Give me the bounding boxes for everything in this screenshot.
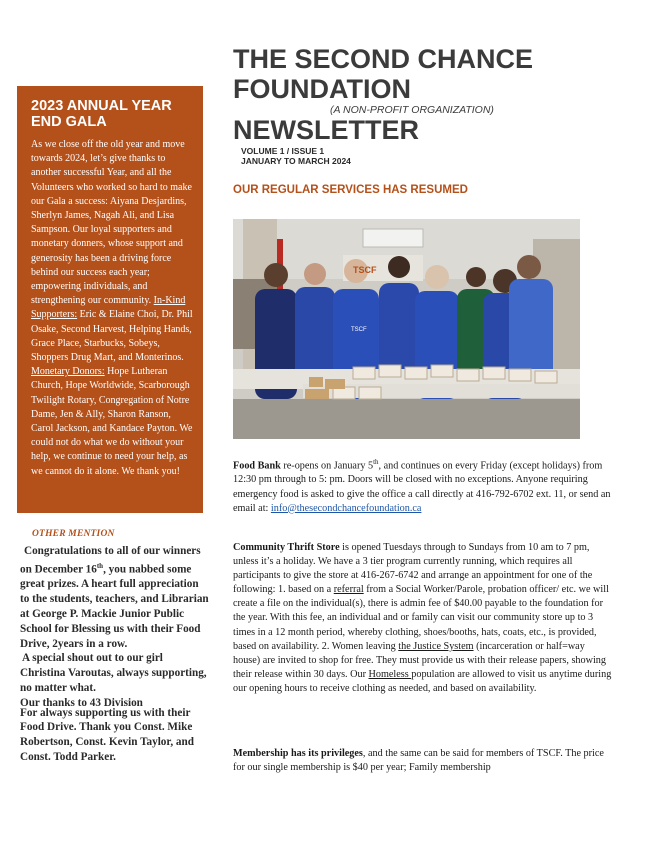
thrift-text-c: (incarceration or half=way house) are invited to shop for free. They must provide us with their release papers, showing their release within 30 days. Our <box>233 640 606 680</box>
masthead-subtitle: (A NON-PROFIT ORGANIZATION) <box>330 104 494 116</box>
congrats-sup: th <box>96 561 104 570</box>
gala-closing: We could not do what we do without your help, we continue to need your help, as we cannot do it alone. We thank you! <box>31 423 193 477</box>
apron-label: TSCF <box>351 327 367 333</box>
volunteers-photo <box>233 219 580 439</box>
thrift-text-a: is opened Tuesdays through to Sundays from 10 am to 7 pm, unless it’s a holiday. We have a 3 tier program currently running, which requires all participants to give the store at 416-267-6742 and arrange an appointment for one of the following: 1. based on a <box>233 542 593 596</box>
thrift-store-label: Community Thrift Store <box>233 542 340 553</box>
gala-body <box>31 138 193 479</box>
thrift-text-b: from a Social Worker/Parole, probation officer/ etc. we will create a file on the individual(s), there is admin fee of $40.00 payable to the foundation for the year. With this fee, an individual and or family can visit our community store up to 3 times in a 12 month period, whereby clothing, shoes/booths, hats, coats, etc., is provided, based on availability. 2. Women leaving <box>233 584 609 652</box>
other-mention-body <box>20 544 210 765</box>
shout-out-paragraph: A special shout out to our girl Christina Varoutas, always supporting, no matter what. <box>20 652 207 694</box>
email-link[interactable]: info@thesecondchancefoundation.ca <box>270 502 422 514</box>
food-bank-section <box>233 455 613 516</box>
congrats-text-a: Congratulations to all of our winners on December 16 <box>20 545 201 576</box>
gala-intro: As we close off the old year and move towards 2024, let’s give thanks to another successful Year, and all the Volunteers who worked so hard to make our Gala a success: Aiyana Desjardins, Sherlyn James, Nagah Ali, and Lisa Sampson. Our loyal supporters and monetary donners, whose support and generosity has been a driving force behind our success each year; empowering individuals, and strengthening our community. <box>31 139 192 307</box>
inkind-list: Eric & Elaine Choi, Dr. Phil Osake, Second Harvest, Helping Hands, Grace Place, Starbucks, Sobeys, Shoppers Drug Mart, and Monterinos. <box>31 309 193 364</box>
thrift-store-section <box>233 541 613 696</box>
inkind-label: In-Kind Supporters: <box>31 295 186 321</box>
masthead-line1: THE SECOND CHANCE <box>233 44 534 74</box>
services-heading: OUR REGULAR SERVICES HAS RESUMED <box>233 184 468 196</box>
gala-title: 2023 ANNUAL YEAR END GALA <box>31 98 172 130</box>
congrats-paragraph <box>20 544 210 651</box>
volume-line: VOLUME 1 / ISSUE 1 <box>241 146 325 156</box>
food-bank-text-a: re-opens on January 5 <box>280 460 374 472</box>
masthead-newsletter: NEWSLETTER <box>233 115 419 145</box>
justice-system-term: the Justice System <box>398 640 474 652</box>
monetary-label: Monetary Donors: <box>31 366 105 378</box>
division-thanks-b: For always supporting us with their Food Drive. Thank you Const. Mike Robertson, Const. Kevin Taylor, and Const. Todd Parker. <box>20 706 194 763</box>
food-bank-label: Food Bank <box>233 460 281 472</box>
thrift-text-d: population are allowed to visit us anytime during our opening hours to receive clothing as needed, and based on availability. <box>233 668 612 694</box>
membership-text: , and the same can be said for members of TSCF. The price for our single membership is $40 per year; Family membership <box>233 748 604 774</box>
congrats-text-b: , you nabbed some great prizes. A heart full appreciation to the students, teachers, and Librarian at George P. Mackie Junior Public School for Blessing us with their Food Drive, 2years in a row. <box>20 563 209 650</box>
volunteers-photo-illustration <box>233 219 580 439</box>
homeless-term: Homeless <box>368 668 412 680</box>
division-thanks-a: Our thanks to 43 Division <box>20 696 143 709</box>
food-bank-text-b: , and continues on every Friday (except holidays) from 12:30 pm through to 5: pm. Doors will be closed with no exceptions. Anyone requiring emergency food is asked to give the office a call directly at 416-792-6702 ext. 11, or send an email at: <box>233 460 611 514</box>
monetary-list: Hope Lutheran Church, Hope Worldwide, Scarborough Twilight Rotary, Congregation of Notre Dame, Jen & Ally, Sharon Ranson, Carol Jackson, and Kandace Payton. <box>31 366 190 435</box>
membership-section <box>233 747 613 775</box>
banner-label: TSCF <box>353 265 377 275</box>
masthead-line2: FOUNDATION <box>233 74 411 104</box>
membership-label: Membership has its privileges <box>233 748 363 759</box>
referral-term: referral <box>333 584 364 596</box>
issue-info <box>241 146 351 166</box>
date-range-line: JANUARY TO MARCH 2024 <box>241 156 351 166</box>
food-bank-sup: th <box>373 458 379 466</box>
gala-sidebar <box>17 86 203 513</box>
other-mention-heading: OTHER MENTION <box>32 529 115 539</box>
